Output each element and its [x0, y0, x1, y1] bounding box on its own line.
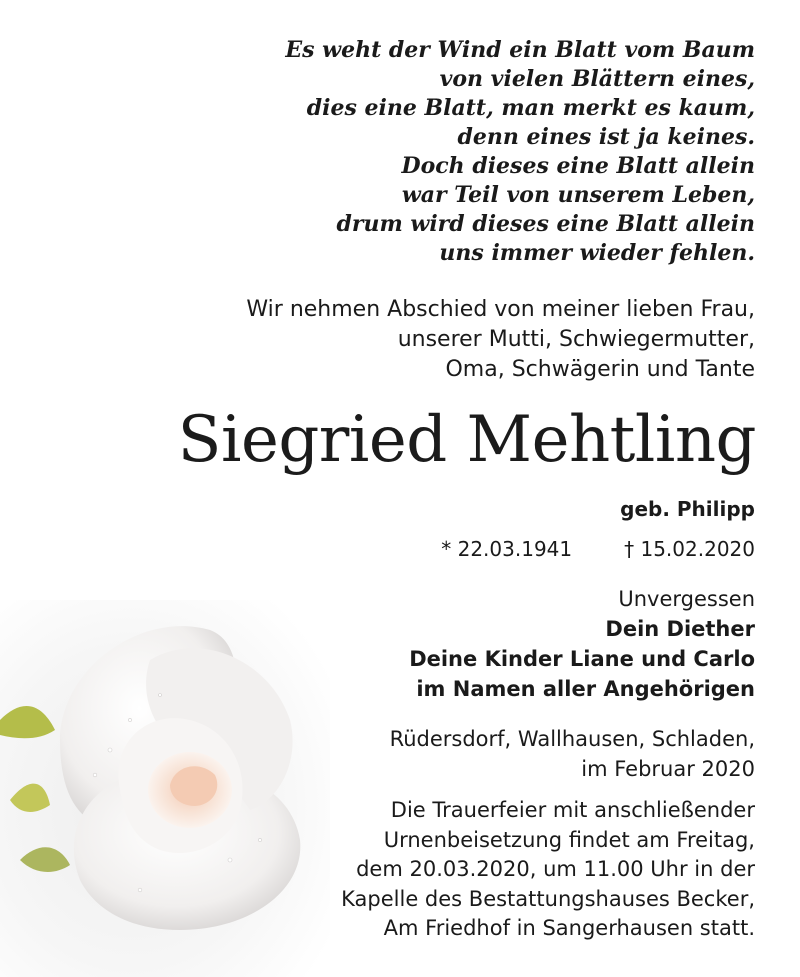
poem-line: Doch dieses eine Blatt allein	[401, 153, 755, 179]
birth-name: geb. Philipp	[620, 497, 755, 521]
funeral-service-info	[341, 796, 755, 944]
life-dates	[441, 534, 755, 564]
memorial-poem	[285, 36, 755, 268]
mourners	[409, 584, 755, 704]
service-line: Die Trauerfeier mit anschließender	[390, 798, 755, 822]
place-line: Rüdersdorf, Wallhausen, Schladen,	[389, 727, 755, 751]
white-rose-image	[0, 600, 330, 977]
service-line: Kapelle des Bestattungshauses Becker,	[341, 886, 755, 911]
mourner-name: Dein Diether	[605, 617, 755, 641]
service-line: dem 20.03.2020, um 11.00 Uhr in der	[356, 857, 755, 881]
deceased-name: Siegried Mehtling	[177, 403, 756, 477]
poem-line: denn eines ist ja keines.	[457, 124, 755, 150]
intro-line: Wir nehmen Abschied von meiner lieben Frau,	[246, 297, 755, 322]
intro-line: unserer Mutti, Schwiegermutter,	[397, 327, 755, 352]
place-and-date	[390, 724, 755, 784]
service-line: Urnenbeisetzung findet am Freitag,	[383, 827, 755, 852]
mourner-name: Deine Kinder Liane und Carlo	[409, 647, 755, 671]
place-line: im Februar 2020	[581, 757, 755, 781]
poem-line: war Teil von unserem Leben,	[401, 182, 755, 208]
poem-line: von vielen Blättern eines,	[439, 66, 755, 92]
poem-line: dies eine Blatt, man merkt es kaum,	[306, 95, 755, 121]
mourner-name: im Namen aller Angehörigen	[416, 677, 755, 701]
poem-line: drum wird dieses eine Blatt allein	[336, 211, 755, 237]
birth-date: * 22.03.1941	[441, 537, 573, 561]
death-date: † 15.02.2020	[624, 537, 755, 561]
intro-line: Oma, Schwägerin und Tante	[445, 357, 755, 382]
poem-line: Es weht der Wind ein Blatt vom Baum	[285, 37, 755, 63]
farewell-intro	[246, 295, 755, 385]
mourners-opening: Unvergessen	[618, 587, 755, 611]
poem-line: uns immer wieder fehlen.	[439, 240, 755, 266]
service-line: Am Friedhof in Sangerhausen statt.	[383, 916, 755, 940]
